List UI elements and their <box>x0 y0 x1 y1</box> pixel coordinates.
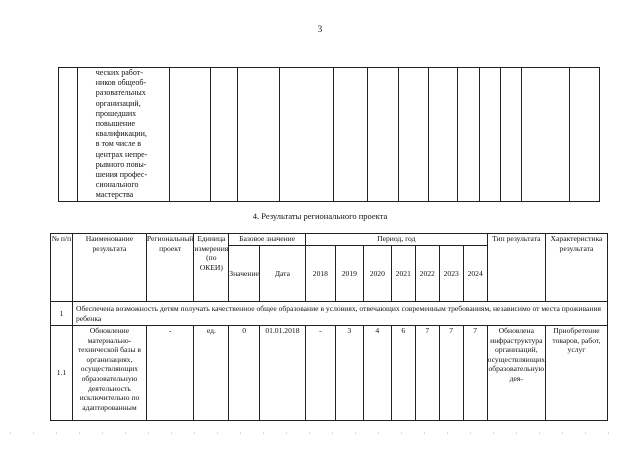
continued-row-text <box>78 68 170 201</box>
section-title: 4. Результаты регионального проекта <box>252 211 388 221</box>
continued-row-line: мастерства <box>95 190 134 200</box>
empty-cell <box>59 68 78 202</box>
row-year-value: 7 <box>415 326 439 421</box>
continued-row-line: ников общеоб- <box>95 78 147 88</box>
header-year: 2020 <box>363 246 391 302</box>
continued-row-line: ческих работ- <box>95 68 143 77</box>
continued-table <box>58 67 600 202</box>
continued-name-cell <box>77 68 170 202</box>
row-year-value: 4 <box>363 326 391 421</box>
continued-row-line: шения профес- <box>95 170 148 180</box>
section-row-num: 1 <box>51 302 73 326</box>
header-name: Наименование результата <box>72 234 146 302</box>
header-characteristic: Характеристика результата <box>545 234 607 302</box>
row-base-date: 01.01.2018 <box>259 326 305 421</box>
header-year: 2022 <box>415 246 439 302</box>
header-year: 2018 <box>305 246 335 302</box>
continued-row-line: сионального <box>95 180 139 190</box>
header-year: 2019 <box>335 246 363 302</box>
header-base-value: Значение <box>229 246 260 302</box>
header-year: 2024 <box>463 246 487 302</box>
row-year-value: - <box>305 326 335 421</box>
page-number: 3 <box>317 24 323 34</box>
row-type: Обновлена инфраструктура организаций, осуществляющих образовательную дея- <box>487 326 545 421</box>
section-row-text: Обеспечена возможность детям получать качественное общее образование в условиях, отвечающих современным требованиям, независимо от места проживания ребенка <box>72 302 607 326</box>
row-name: Обновление материально-технической базы в организациях, осуществляющих образовательную деятельность исключительно по адаптированным <box>72 326 146 421</box>
header-period: Период, год <box>305 234 487 246</box>
row-num: 1.1 <box>51 326 73 421</box>
header-unit: Единица измерения (по ОКЕИ) <box>194 234 229 302</box>
header-year: 2023 <box>439 246 463 302</box>
row-year-value: 3 <box>335 326 363 421</box>
row-year-value: 7 <box>463 326 487 421</box>
header-base: Базовое значение <box>229 234 306 246</box>
continued-row-line: организаций, <box>95 98 141 108</box>
row-year-value: 6 <box>391 326 415 421</box>
continued-row-line: повышение <box>95 119 136 129</box>
results-table <box>50 233 608 421</box>
header-type: Тип результата <box>487 234 545 302</box>
row-characteristic: Приобретение товаров, работ, услуг <box>545 326 607 421</box>
row-regional: - <box>146 326 193 421</box>
continued-row-line: прошедших <box>95 108 137 118</box>
continued-row-line: в том числе в <box>95 139 142 149</box>
header-regional: Региональный проект <box>146 234 193 302</box>
header-num: № п/п <box>51 234 73 302</box>
scan-artifact-line <box>10 428 630 438</box>
continued-row-line: разовательных <box>95 88 146 98</box>
row-unit: ед. <box>194 326 229 421</box>
header-year: 2021 <box>391 246 415 302</box>
continued-row-line: квалификации, <box>95 129 147 139</box>
continued-row-line: рывного повы- <box>95 159 147 169</box>
row-base-value: 0 <box>229 326 260 421</box>
continued-row-line: центрах непре- <box>95 149 148 159</box>
row-year-value: 7 <box>439 326 463 421</box>
header-base-date: Дата <box>259 246 305 302</box>
